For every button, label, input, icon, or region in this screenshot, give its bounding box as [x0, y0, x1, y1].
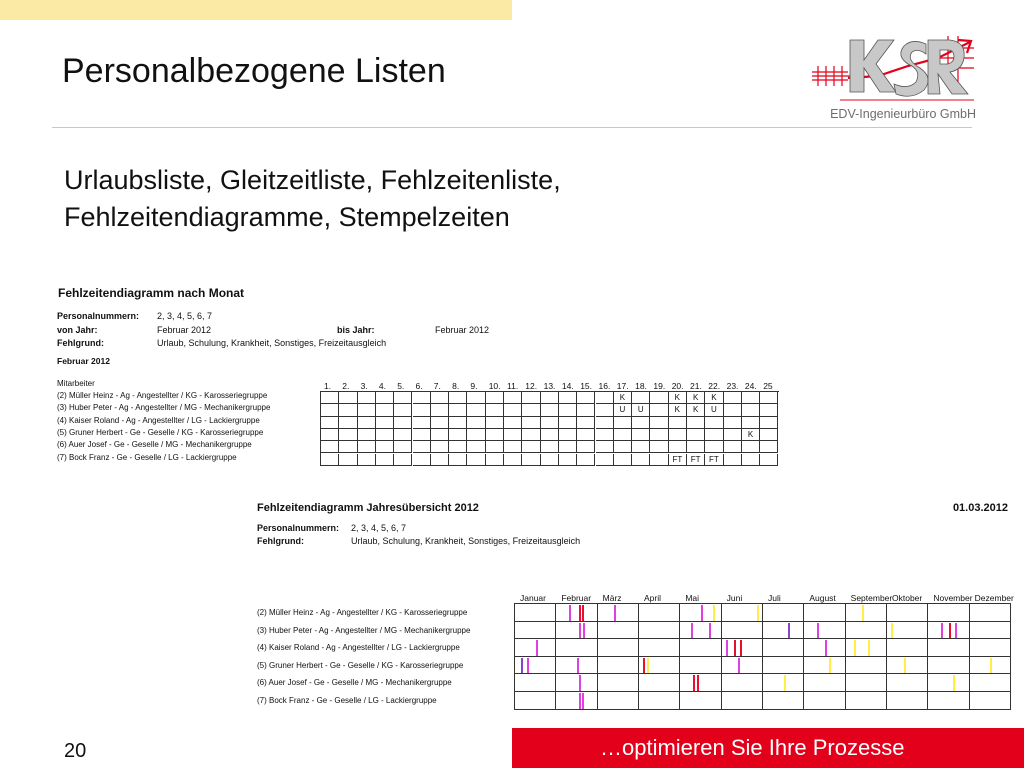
- day-number: 12.: [525, 381, 538, 391]
- month-label: August: [809, 593, 836, 603]
- fehlgrund-label: Fehlgrund:: [257, 536, 304, 546]
- day-number: 16.: [598, 381, 611, 391]
- report-heading: Fehlzeitendiagramm nach Monat: [58, 286, 245, 300]
- month-divider: [803, 604, 804, 710]
- day-number: 17.: [616, 381, 629, 391]
- absence-mark: [701, 605, 703, 621]
- day-cell: [413, 392, 431, 404]
- day-number: 7.: [433, 381, 441, 391]
- month-label: Mai: [685, 593, 700, 603]
- slide-subtitle: [64, 162, 561, 236]
- employee-name: (3) Huber Peter - Ag - Angestellter / MG - Mechanikergruppe: [57, 403, 271, 413]
- footer-banner: [512, 728, 1024, 768]
- day-number: 5.: [397, 381, 405, 391]
- employee-name: (5) Gruner Herbert - Ge - Geselle / KG - Karosseriegruppe: [257, 660, 464, 670]
- absence-code: FT: [705, 454, 723, 466]
- day-cell: [687, 441, 705, 453]
- absence-mark: [643, 658, 645, 674]
- day-cell: [376, 454, 394, 466]
- month-divider: [969, 604, 970, 710]
- absence-mark: [582, 693, 584, 709]
- day-cell: [394, 441, 412, 453]
- day-cell: [705, 429, 723, 441]
- day-cell: [632, 417, 650, 429]
- absence-code: K: [669, 392, 687, 404]
- subtitle-line: Fehlzeitendiagramme, Stempelzeiten: [64, 202, 510, 232]
- day-cell: [449, 454, 467, 466]
- day-cell: [559, 417, 577, 429]
- day-cell: [650, 417, 668, 429]
- absence-mark: [713, 605, 715, 621]
- day-cell: [632, 429, 650, 441]
- day-cell: [559, 404, 577, 416]
- day-cell: [467, 392, 485, 404]
- employee-name: (7) Bock Franz - Ge - Geselle / LG - Lackiergruppe: [57, 452, 237, 462]
- fehlgrund-value: Urlaub, Schulung, Krankheit, Sonstiges, Freizeitausgleich: [351, 536, 581, 546]
- day-cell: [742, 441, 760, 453]
- day-cell: [632, 392, 650, 404]
- day-cell: [724, 404, 742, 416]
- day-cell: [321, 417, 339, 429]
- day-number: 19.: [653, 381, 666, 391]
- subtitle-line: Urlaubsliste, Gleitzeitliste, Fehlzeitenliste,: [64, 165, 561, 195]
- absence-mark: [577, 658, 579, 674]
- day-number: 8.: [452, 381, 460, 391]
- month-divider: [845, 604, 846, 710]
- day-cell: [541, 454, 559, 466]
- absence-mark: [709, 623, 711, 639]
- day-cell: [339, 392, 357, 404]
- day-cell: [614, 454, 632, 466]
- absence-mark: [740, 640, 742, 656]
- absence-mark: [825, 640, 827, 656]
- employee-name: (4) Kaiser Roland - Ag - Angestellter / LG - Lackiergruppe: [57, 415, 260, 425]
- absence-mark: [582, 605, 584, 621]
- day-cell: [650, 441, 668, 453]
- day-cell: [632, 441, 650, 453]
- fehlgrund-value: Urlaub, Schulung, Krankheit, Sonstiges, Freizeitausgleich: [157, 338, 387, 348]
- month-divider: [638, 604, 639, 710]
- day-cell: [504, 404, 522, 416]
- month-label: April: [644, 593, 662, 603]
- day-cell: [596, 441, 614, 453]
- day-cell: [559, 392, 577, 404]
- day-cell: [321, 429, 339, 441]
- day-number: 18.: [635, 381, 647, 391]
- absence-mark: [868, 640, 870, 656]
- page-number: 20: [64, 740, 87, 762]
- absence-mark: [536, 640, 538, 656]
- slide-title: Personalbezogene Listen: [62, 52, 446, 90]
- year-row: [515, 604, 1011, 622]
- day-cell: [577, 441, 595, 453]
- day-cell: [431, 454, 449, 466]
- month-label: Februar 2012: [57, 356, 110, 366]
- day-cell: [596, 392, 614, 404]
- month-label: Januar: [520, 593, 546, 603]
- day-cell: [504, 429, 522, 441]
- employee-name: (6) Auer Josef - Ge - Geselle / MG - Mechanikergruppe: [257, 678, 452, 688]
- day-cell: [687, 417, 705, 429]
- month-divider: [679, 604, 680, 710]
- day-cell: [449, 392, 467, 404]
- absence-mark: [788, 623, 790, 639]
- day-cell: [724, 417, 742, 429]
- day-cell: [577, 417, 595, 429]
- day-number: 11.: [507, 381, 519, 391]
- day-cell: [522, 429, 540, 441]
- day-cell: [431, 441, 449, 453]
- day-cell: [394, 429, 412, 441]
- day-cell: [650, 404, 668, 416]
- day-cell: [614, 429, 632, 441]
- absence-mark: [614, 605, 616, 621]
- absence-mark: [854, 640, 856, 656]
- absence-grid: [320, 391, 779, 466]
- bis-jahr-value: Februar 2012: [435, 325, 490, 335]
- absence-mark: [784, 675, 786, 691]
- day-cell: [431, 417, 449, 429]
- day-cell: [596, 429, 614, 441]
- day-cell: [632, 454, 650, 466]
- absence-mark: [941, 623, 943, 639]
- absence-mark: [579, 605, 581, 621]
- bis-jahr-label: bis Jahr:: [337, 325, 375, 335]
- day-cell: [760, 417, 778, 429]
- day-cell: [504, 441, 522, 453]
- absence-code: U: [632, 404, 650, 416]
- absence-mark: [521, 658, 523, 674]
- day-number: 4.: [378, 381, 386, 391]
- day-cell: [449, 429, 467, 441]
- day-cell: [596, 404, 614, 416]
- day-cell: [522, 441, 540, 453]
- footer-slogan: …optimieren Sie Ihre Prozesse: [600, 735, 905, 760]
- logo-subtitle: EDV-Ingenieurbüro GmbH: [830, 107, 976, 121]
- month-label: September: [850, 593, 893, 603]
- personalnummern-value: 2, 3, 4, 5, 6, 7: [157, 311, 213, 321]
- day-cell: [577, 392, 595, 404]
- day-cell: [724, 454, 742, 466]
- day-cell: [358, 404, 376, 416]
- absence-mark: [691, 623, 693, 639]
- day-cell: [705, 417, 723, 429]
- day-number: 25: [763, 381, 773, 391]
- day-cell: [413, 441, 431, 453]
- day-cell: [321, 404, 339, 416]
- day-number: 10.: [488, 381, 501, 391]
- day-cell: [467, 404, 485, 416]
- day-cell: [760, 454, 778, 466]
- absence-mark: [953, 675, 955, 691]
- year-grid: [514, 603, 1011, 710]
- day-cell: [321, 392, 339, 404]
- absence-mark: [891, 623, 893, 639]
- day-cell: [394, 392, 412, 404]
- day-cell: [376, 441, 394, 453]
- absence-code: K: [742, 429, 760, 441]
- employee-name: (2) Müller Heinz - Ag - Angestellter / KG - Karosseriegruppe: [57, 391, 268, 400]
- day-number: 21.: [690, 381, 702, 391]
- month-label: Dezember: [974, 593, 1014, 603]
- absence-code: U: [705, 404, 723, 416]
- month-divider: [555, 604, 556, 710]
- absence-code: K: [687, 404, 705, 416]
- day-cell: [413, 404, 431, 416]
- day-cell: [376, 392, 394, 404]
- year-row: [515, 639, 1011, 657]
- day-number: 3.: [360, 381, 368, 391]
- day-cell: [650, 454, 668, 466]
- month-label: Juli: [768, 593, 781, 603]
- day-cell: [522, 392, 540, 404]
- day-cell: [504, 454, 522, 466]
- day-number: 14.: [561, 381, 574, 391]
- day-cell: [742, 417, 760, 429]
- day-number: 24.: [744, 381, 757, 391]
- day-cell: [541, 417, 559, 429]
- day-number: 2.: [342, 381, 350, 391]
- month-label: November: [933, 593, 973, 603]
- day-cell: [760, 404, 778, 416]
- day-cell: [614, 417, 632, 429]
- absence-mark: [904, 658, 906, 674]
- day-cell: [541, 441, 559, 453]
- month-divider: [597, 604, 598, 710]
- day-cell: [596, 454, 614, 466]
- day-cell: [413, 454, 431, 466]
- day-cell: [650, 392, 668, 404]
- absence-mark: [829, 658, 831, 674]
- day-cell: [394, 454, 412, 466]
- day-cell: [504, 417, 522, 429]
- day-cell: [486, 417, 504, 429]
- month-divider: [927, 604, 928, 710]
- absence-mark: [579, 693, 581, 709]
- day-cell: [559, 441, 577, 453]
- day-cell: [669, 417, 687, 429]
- employee-name: (2) Müller Heinz - Ag - Angestellter / KG - Karosseriegruppe: [257, 608, 468, 617]
- absence-code: K: [669, 404, 687, 416]
- day-cell: [394, 417, 412, 429]
- absence-code: K: [705, 392, 723, 404]
- day-cell: [449, 441, 467, 453]
- absence-mark: [583, 623, 585, 639]
- day-cell: [376, 429, 394, 441]
- absence-mark: [579, 623, 581, 639]
- day-cell: [358, 392, 376, 404]
- employee-name: (5) Gruner Herbert - Ge - Geselle / KG - Karosseriegruppe: [57, 427, 264, 437]
- absence-code: K: [614, 392, 632, 404]
- day-cell: [486, 404, 504, 416]
- year-row: [515, 692, 1011, 710]
- absence-mark: [527, 658, 529, 674]
- day-cell: [339, 404, 357, 416]
- personalnummern-label: Personalnummern:: [257, 523, 340, 533]
- month-divider: [762, 604, 763, 710]
- year-row: [515, 622, 1011, 640]
- day-cell: [760, 441, 778, 453]
- day-cell: [522, 454, 540, 466]
- day-cell: [339, 441, 357, 453]
- absence-mark: [949, 623, 951, 639]
- month-divider: [886, 604, 887, 710]
- day-cell: [358, 429, 376, 441]
- top-accent-bar: [0, 0, 512, 20]
- day-number: 22.: [708, 381, 721, 391]
- von-jahr-value: Februar 2012: [157, 325, 212, 335]
- year-row: [515, 674, 1011, 692]
- month-divider: [1010, 604, 1011, 710]
- employee-name: (3) Huber Peter - Ag - Angestellter / MG - Mechanikergruppe: [257, 625, 471, 635]
- day-cell: [339, 429, 357, 441]
- title-divider: [52, 127, 972, 128]
- day-cell: [760, 429, 778, 441]
- day-cell: [467, 454, 485, 466]
- personalnummern-label: Personalnummern:: [57, 311, 140, 321]
- employee-name: (6) Auer Josef - Ge - Geselle / MG - Mechanikergruppe: [57, 440, 252, 450]
- day-cell: [358, 417, 376, 429]
- day-cell: [321, 441, 339, 453]
- day-cell: [376, 417, 394, 429]
- day-cell: [467, 441, 485, 453]
- year-row: [515, 657, 1011, 675]
- day-cell: [669, 429, 687, 441]
- day-cell: [321, 454, 339, 466]
- absence-mark: [697, 675, 699, 691]
- monthly-absence-report: [55, 284, 785, 474]
- day-cell: [724, 441, 742, 453]
- absence-mark: [726, 640, 728, 656]
- day-number: 23.: [726, 381, 739, 391]
- day-number: 15.: [580, 381, 593, 391]
- ksr-logo: [808, 28, 978, 124]
- absence-mark: [569, 605, 571, 621]
- day-cell: [486, 441, 504, 453]
- day-cell: [614, 441, 632, 453]
- day-cell: [358, 441, 376, 453]
- month-divider: [721, 604, 722, 710]
- absence-code: FT: [669, 454, 687, 466]
- month-label: März: [602, 593, 622, 603]
- absence-mark: [647, 658, 649, 674]
- von-jahr-label: von Jahr:: [57, 325, 98, 335]
- yearly-absence-report: [252, 496, 1016, 712]
- day-cell: [742, 454, 760, 466]
- day-cell: [467, 429, 485, 441]
- absence-code: K: [687, 392, 705, 404]
- fehlgrund-label: Fehlgrund:: [57, 338, 104, 348]
- day-cell: [650, 429, 668, 441]
- day-cell: [486, 454, 504, 466]
- day-cell: [522, 417, 540, 429]
- day-cell: [504, 392, 522, 404]
- day-cell: [577, 404, 595, 416]
- day-number: 9.: [470, 381, 478, 391]
- day-cell: [559, 454, 577, 466]
- day-cell: [705, 441, 723, 453]
- day-cell: [467, 417, 485, 429]
- absence-mark: [734, 640, 736, 656]
- day-cell: [577, 454, 595, 466]
- day-cell: [413, 429, 431, 441]
- day-cell: [431, 392, 449, 404]
- absence-code: FT: [687, 454, 705, 466]
- absence-mark: [955, 623, 957, 639]
- day-cell: [486, 392, 504, 404]
- day-number: 13.: [543, 381, 556, 391]
- day-cell: [376, 404, 394, 416]
- absence-mark: [862, 605, 864, 621]
- day-cell: [724, 429, 742, 441]
- day-cell: [339, 417, 357, 429]
- month-label: Juni: [726, 593, 743, 603]
- absence-mark: [990, 658, 992, 674]
- absence-mark: [579, 675, 581, 691]
- day-cell: [742, 404, 760, 416]
- day-cell: [431, 429, 449, 441]
- day-cell: [522, 404, 540, 416]
- absence-mark: [693, 675, 695, 691]
- day-cell: [449, 417, 467, 429]
- personalnummern-value: 2, 3, 4, 5, 6, 7: [351, 523, 407, 533]
- day-number: 6.: [415, 381, 423, 391]
- month-label: Februar: [561, 593, 592, 603]
- employee-name: (4) Kaiser Roland - Ag - Angestellter / LG - Lackiergruppe: [257, 643, 460, 653]
- day-cell: [760, 392, 778, 404]
- employee-name: (7) Bock Franz - Ge - Geselle / LG - Lackiergruppe: [257, 696, 437, 705]
- day-cell: [577, 429, 595, 441]
- day-cell: [541, 404, 559, 416]
- day-cell: [559, 429, 577, 441]
- mitarbeiter-label: Mitarbeiter: [57, 379, 95, 388]
- report-date: 01.03.2012: [952, 502, 1008, 514]
- report-heading: Fehlzeitendiagramm Jahresübersicht 2012: [257, 502, 479, 514]
- day-cell: [431, 404, 449, 416]
- day-cell: [541, 392, 559, 404]
- absence-code: U: [614, 404, 632, 416]
- absence-mark: [738, 658, 740, 674]
- day-cell: [339, 454, 357, 466]
- day-cell: [358, 454, 376, 466]
- day-cell: [724, 392, 742, 404]
- day-cell: [541, 429, 559, 441]
- day-number: 1.: [324, 381, 332, 391]
- month-label: Oktober: [892, 593, 923, 603]
- day-cell: [486, 429, 504, 441]
- day-cell: [596, 417, 614, 429]
- day-number: 20.: [671, 381, 684, 391]
- day-cell: [669, 441, 687, 453]
- day-cell: [449, 404, 467, 416]
- absence-mark: [817, 623, 819, 639]
- absence-mark: [757, 605, 759, 621]
- day-cell: [394, 404, 412, 416]
- day-cell: [687, 429, 705, 441]
- day-cell: [742, 392, 760, 404]
- day-cell: [413, 417, 431, 429]
